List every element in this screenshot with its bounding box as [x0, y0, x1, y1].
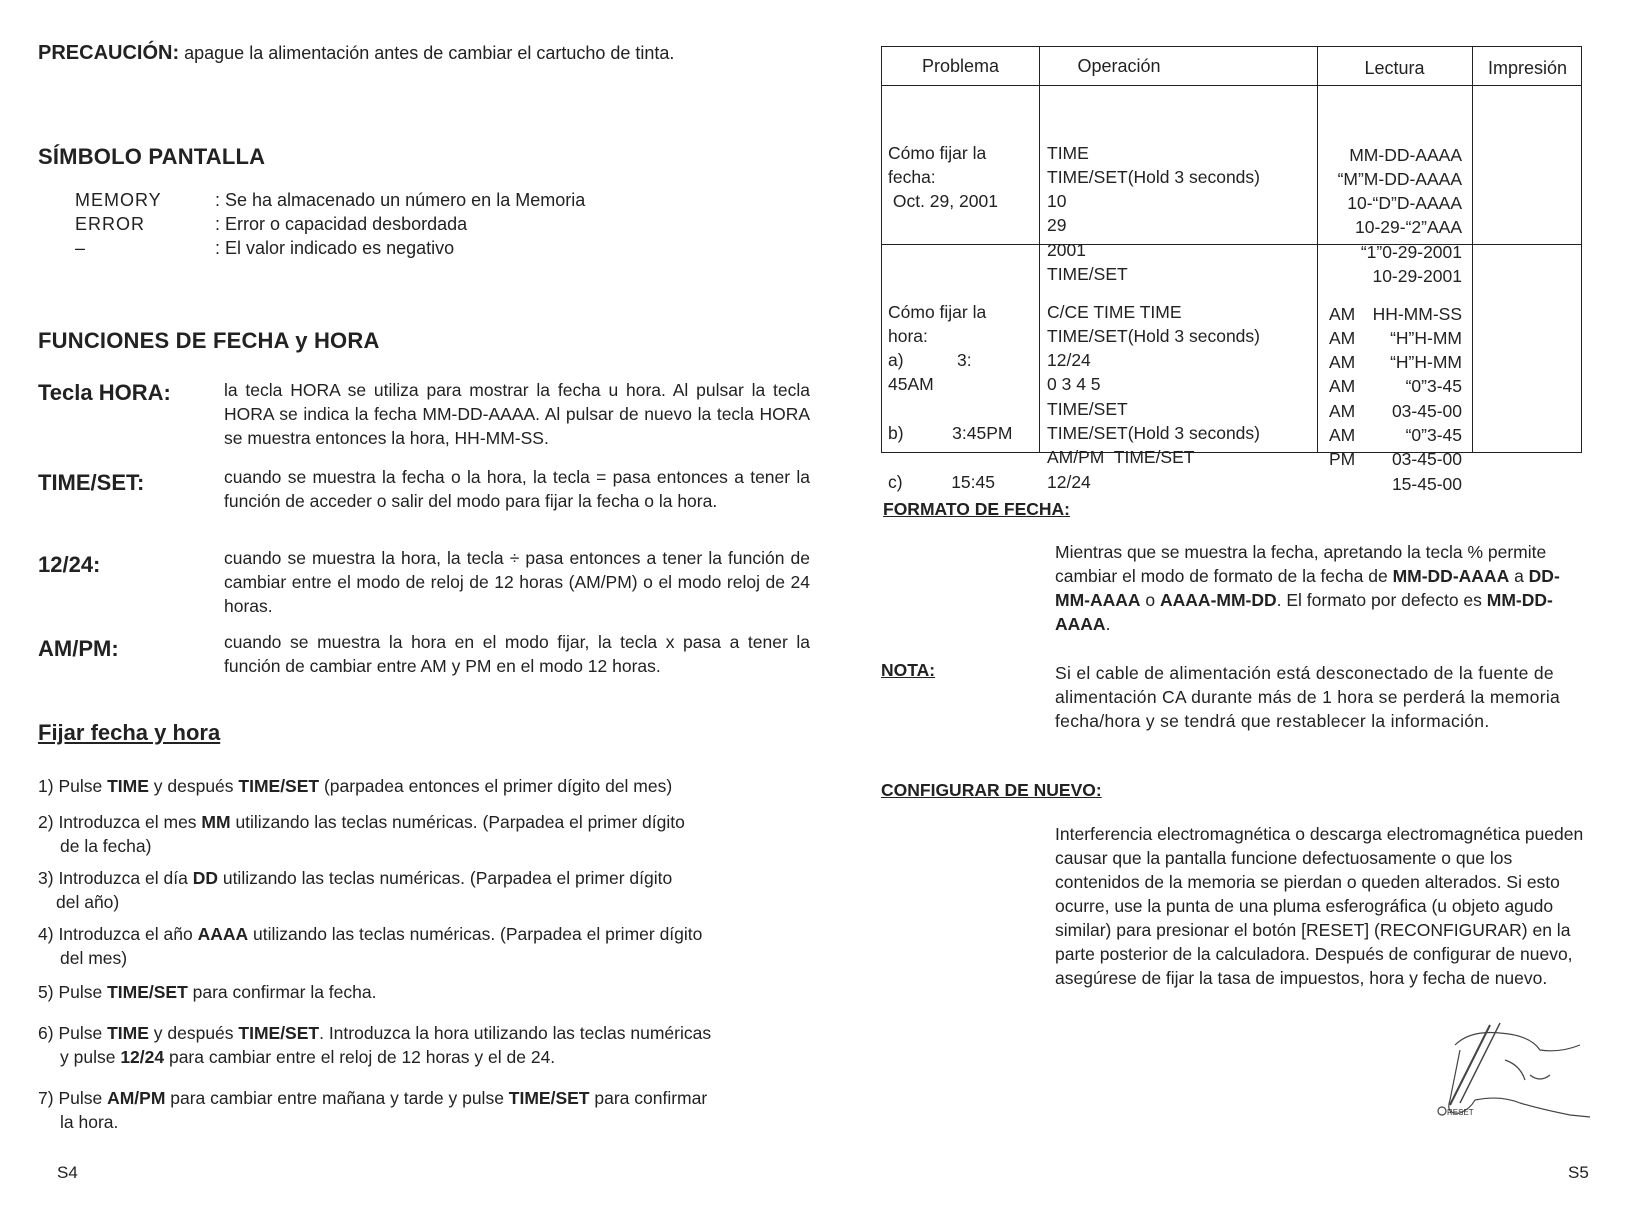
step-text: utilizando las teclas numéricas. (Parpadea el primer dígito — [217, 868, 673, 888]
step-text: Pulse — [58, 1023, 108, 1043]
step-item — [38, 980, 818, 1004]
table-header: Lectura — [1364, 58, 1425, 78]
step-key: 12/24 — [120, 1047, 165, 1067]
step-number: 1) — [38, 776, 54, 796]
table-header: Problema — [921, 56, 1000, 76]
step-item — [38, 810, 818, 858]
reset-text: Interferencia electromagnética o descarga electromagnética pueden causar que la pantalla funcione defectuosamente o que los contenidos de la memoria se pierdan o queden alterados. Si esto ocurre, use la punta de una pluma esferográfica (u objeto agudo similar) para presionar el botón [RESET] (RECONFIGURAR) en la parte posterior de la calculadora. Después de configurar de nuevo, asegúrese de fijar la tasa de impuestos, hora y fecha de nuevo. — [1055, 824, 1584, 988]
table-cell-reading: MM-DD-AAAA “M”M-DD-AAAA 10-“D”D-AAAA 10-29-“2”AAA “1”0-29-2001 10-29-2001 — [1337, 144, 1462, 287]
step-number: 4) — [38, 924, 54, 944]
step-key: TIME/SET — [107, 982, 188, 1002]
functions-heading: FUNCIONES DE FECHA y HORA — [38, 328, 380, 353]
step-text: Pulse — [58, 982, 108, 1002]
step-number: 6) — [38, 1023, 54, 1043]
symbol-row — [75, 214, 467, 235]
step-number: 3) — [38, 868, 54, 888]
table-cell-reading: HH-MM-SS “H”H-MM “H”H-MM “0”3-45 03-45-00 “0”3-45 03-45-00 15-45-00 — [1372, 303, 1462, 494]
step-key: TIME — [107, 776, 149, 796]
step-text: (parpadea entonces el primer dígito del mes) — [319, 776, 673, 796]
table-cell-problem: Cómo fijar la hora: a) 3: 45AM b) 3:45PM c) 15:45 — [888, 301, 1013, 492]
step-number: 7) — [38, 1088, 54, 1108]
date-time-table — [881, 46, 1582, 494]
step-text: Pulse — [58, 1088, 108, 1108]
step-key: MM — [201, 812, 231, 832]
symbol-desc: : Se ha almacenado un número en la Memoria — [215, 190, 586, 210]
table-cell-problem: Cómo fijar la fecha: Oct. 29, 2001 — [888, 142, 998, 212]
step-text: y después — [148, 776, 239, 796]
step-key: DD — [192, 868, 218, 888]
step-text: y pulse — [60, 1047, 121, 1067]
pen-icon — [1450, 1025, 1490, 1105]
table-header: Impresión — [1487, 58, 1568, 78]
step-item — [38, 1021, 818, 1069]
precaution-text: apague la alimentación antes de cambiar el cartucho de tinta. — [179, 43, 675, 63]
function-key: Tecla HORA: — [38, 380, 171, 405]
step-item — [38, 866, 818, 914]
step-number: 2) — [38, 812, 54, 832]
function-key: 12/24: — [38, 552, 101, 577]
step-key: AAAA — [197, 924, 249, 944]
step-key: TIME/SET — [238, 1023, 320, 1043]
step-item — [38, 774, 818, 798]
table-cell-operation: C/CE TIME TIME TIME/SET(Hold 3 seconds) 12/24 0 3 4 5 TIME/SET TIME/SET(Hold 3 seconds) AM/PM TIME/SET 12/24 — [1047, 301, 1260, 492]
reset-label: RESET — [1447, 1108, 1474, 1117]
table-cell-operation: TIME TIME/SET(Hold 3 seconds) 10 29 2001 TIME/SET — [1047, 142, 1260, 285]
symbol-key: ERROR — [75, 214, 146, 234]
page-number-left: S4 — [57, 1163, 78, 1182]
date-format-heading: FORMATO DE FECHA: — [883, 499, 1070, 519]
page-number-right: S5 — [1568, 1163, 1589, 1182]
step-text: utilizando las teclas numéricas. (Parpadea el primer dígito — [230, 812, 685, 832]
precaution-label: PRECAUCIÓN: — [38, 42, 180, 64]
step-text: del mes) — [60, 948, 128, 968]
function-key: AM/PM: — [38, 636, 119, 661]
step-key: TIME/SET — [508, 1088, 590, 1108]
function-desc: la tecla HORA se utiliza para mostrar la fecha u hora. Al pulsar la tecla HORA se indica la fecha MM-DD-AAAA. Al pulsar de nuevo la tecla HORA se muestra entonces la hora, HH-MM-SS. — [224, 380, 810, 448]
function-desc: cuando se muestra la hora en el modo fijar, la tecla x pasa a tener la función de cambiar entre AM y PM en el modo 12 horas. — [224, 632, 810, 676]
symbol-desc: : El valor indicado es negativo — [215, 238, 455, 258]
hand-outline — [1455, 1033, 1580, 1051]
step-text: Introduzca el año — [58, 924, 198, 944]
reset-heading: CONFIGURAR DE NUEVO: — [881, 780, 1102, 800]
step-text: del año) — [56, 892, 120, 912]
symbols-heading: SÍMBOLO PANTALLA — [38, 144, 266, 169]
step-text: para cambiar entre mañana y tarde y pulse — [165, 1088, 509, 1108]
symbol-desc: : Error o capacidad desbordada — [215, 214, 468, 234]
step-text: para confirmar la fecha. — [187, 982, 377, 1002]
step-text: Introduzca el mes — [58, 812, 202, 832]
date-format-text: Mientras que se muestra la fecha, apretando la tecla % permite cambiar el modo de formato de la fecha de MM-DD-AAAA a DD-MM-AAAA o AAAA-MM-DD. El formato por defecto es MM-DD-AAAA. — [1055, 542, 1560, 634]
reset-button-icon — [1438, 1107, 1446, 1115]
step-item — [38, 922, 818, 970]
step-text: Introduzca el día — [58, 868, 193, 888]
table-header: Operación — [1077, 56, 1161, 76]
step-text: la hora. — [60, 1112, 119, 1132]
step-text: Pulse — [58, 776, 108, 796]
step-text: utilizando las teclas numéricas. (Parpadea el primer dígito — [248, 924, 703, 944]
step-text: para cambiar entre el reloj de 12 horas y el de 24. — [164, 1047, 556, 1067]
function-key: TIME/SET: — [38, 470, 145, 495]
step-text: para confirmar — [589, 1088, 708, 1108]
symbol-row — [75, 238, 454, 259]
step-text: de la fecha) — [60, 836, 152, 856]
set-date-time-heading: Fijar fecha y hora — [38, 720, 221, 745]
step-key: TIME/SET — [238, 776, 320, 796]
precaution-note — [38, 42, 838, 65]
function-desc: cuando se muestra la fecha o la hora, la tecla = pasa entonces a tener la función de acceder o salir del modo para fijar la fecha o la hora. — [224, 467, 810, 511]
symbol-key: MEMORY — [75, 190, 162, 210]
step-number: 5) — [38, 982, 54, 1002]
step-key: AM/PM — [107, 1088, 166, 1108]
table-cell-ampm: AM AM AM AM AM AM PM — [1329, 303, 1356, 470]
step-text: y después — [148, 1023, 239, 1043]
symbol-row — [75, 190, 585, 211]
step-text: . Introduzca la hora utilizando las teclas numéricas — [319, 1023, 712, 1043]
function-desc: cuando se muestra la hora, la tecla ÷ pasa entonces a tener la función de cambiar entre el modo de reloj de 12 horas (AM/PM) o el modo reloj de 24 horas. — [224, 548, 810, 616]
step-item — [38, 1086, 818, 1134]
step-key: TIME — [107, 1023, 149, 1043]
reset-pen-illustration — [1430, 1005, 1600, 1130]
note-heading: NOTA: — [881, 660, 936, 680]
symbol-key: – — [75, 238, 87, 258]
note-text: Si el cable de alimentación está desconectado de la fuente de alimentación CA durante más de 1 hora se perderá la memoria fecha/hora y se tendrá que restablecer la información. — [1055, 663, 1561, 731]
